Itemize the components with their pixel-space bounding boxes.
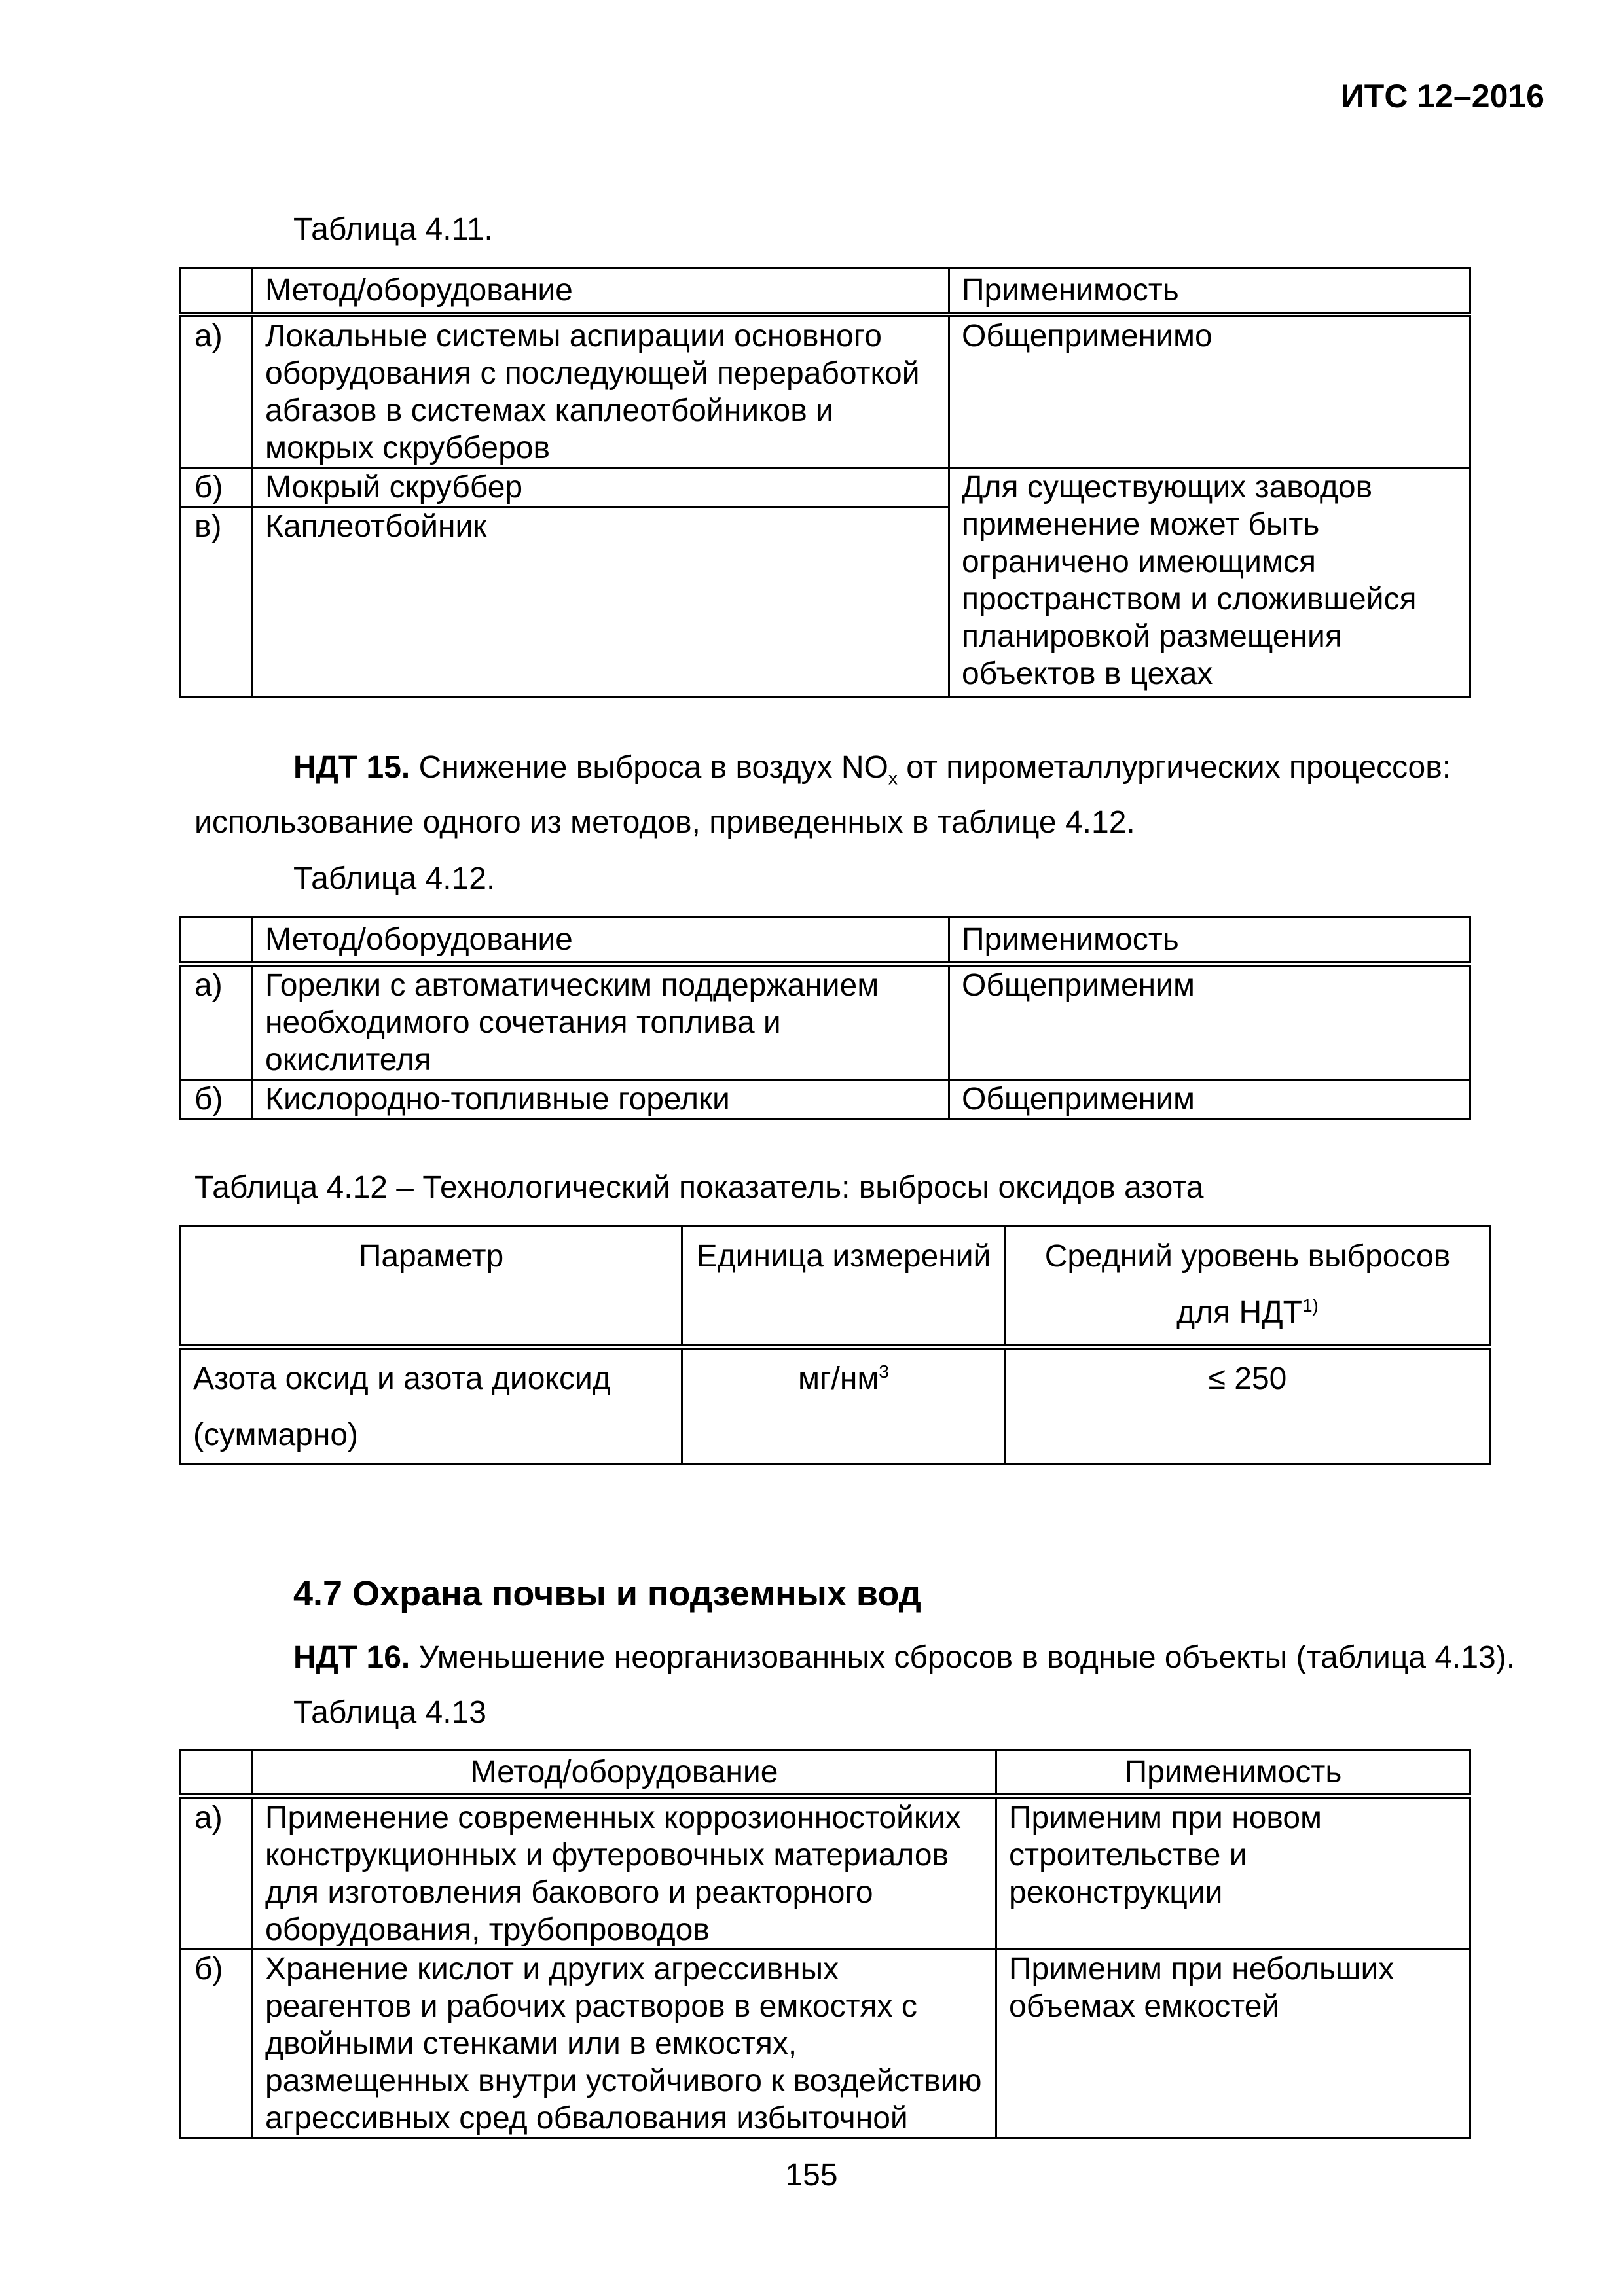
method-cell: Локальные системы аспирации основного оборудования с последующей переработкой абгазов в системах каплеотбойников и мокрых скрубберов bbox=[253, 315, 949, 468]
row-label: а) bbox=[181, 1797, 253, 1950]
table-4-11-caption: Таблица 4.11. bbox=[293, 212, 493, 247]
table-4-13-caption: Таблица 4.13 bbox=[293, 1695, 486, 1730]
ndt15-paragraph bbox=[293, 749, 1451, 787]
applicability-cell: Общеприменим bbox=[949, 1080, 1470, 1119]
footnote-marker: 1) bbox=[1302, 1295, 1319, 1316]
ndt15-text: Снижение выброса в воздух NO bbox=[410, 750, 888, 785]
table-row bbox=[181, 1950, 1470, 2138]
row-label: а) bbox=[181, 315, 253, 468]
ndt15-subscript: x bbox=[888, 768, 898, 789]
document-code-header: ИТС 12–2016 bbox=[1340, 78, 1544, 115]
table-4-12-caption: Таблица 4.12. bbox=[293, 861, 496, 896]
header-method: Метод/оборудование bbox=[253, 268, 949, 315]
method-cell: Горелки с автоматическим поддержанием необходимого сочетания топлива и окислителя bbox=[253, 964, 949, 1080]
header-applicability: Применимость bbox=[949, 918, 1470, 964]
table-4-13 bbox=[179, 1749, 1471, 2139]
header-cell-empty bbox=[181, 918, 253, 964]
method-cell: Каплеотбойник bbox=[253, 507, 949, 697]
parameter-cell: Азота оксид и азота диоксид (суммарно) bbox=[181, 1347, 682, 1465]
ndt15-label: НДТ 15. bbox=[293, 750, 410, 785]
ndt15-paragraph-line2: использование одного из методов, приведенных в таблице 4.12. bbox=[194, 805, 1135, 840]
header-unit: Единица измерений bbox=[682, 1227, 1006, 1347]
value-cell: ≤ 250 bbox=[1006, 1347, 1490, 1465]
ndt16-label: НДТ 16. bbox=[293, 1640, 410, 1675]
ndt16-text: Уменьшение неорганизованных сбросов в водные объекты (таблица 4.13). bbox=[410, 1640, 1516, 1675]
ndt15-text-cont: от пирометаллургических процессов: bbox=[897, 750, 1451, 785]
table-4-12 bbox=[179, 916, 1471, 1120]
table-row bbox=[181, 1347, 1490, 1465]
header-level bbox=[1006, 1227, 1490, 1347]
section-heading: 4.7 Охрана почвы и подземных вод bbox=[293, 1574, 921, 1613]
table-row bbox=[181, 964, 1470, 1080]
method-cell: Мокрый скруббер bbox=[253, 468, 949, 507]
row-label: б) bbox=[181, 1080, 253, 1119]
header-applicability: Применимость bbox=[949, 268, 1470, 315]
row-label: б) bbox=[181, 468, 253, 507]
header-method: Метод/оборудование bbox=[253, 918, 949, 964]
row-label: в) bbox=[181, 507, 253, 697]
header-parameter: Параметр bbox=[181, 1227, 682, 1347]
unit-superscript: 3 bbox=[879, 1361, 889, 1382]
applicability-cell: Для существующих заводов применение может быть ограничено имеющимся пространством и сложившейся планировкой размещения объектов в цехах bbox=[949, 468, 1470, 697]
header-method: Метод/оборудование bbox=[253, 1750, 996, 1797]
header-level-text: Средний уровень выбросов для НДТ bbox=[1044, 1239, 1451, 1330]
table-header-row bbox=[181, 1227, 1490, 1347]
unit-cell bbox=[682, 1347, 1006, 1465]
method-cell: Кислородно-топливные горелки bbox=[253, 1080, 949, 1119]
applicability-cell: Применим при небольших объемах емкостей bbox=[996, 1950, 1470, 2138]
applicability-cell: Общеприменимо bbox=[949, 315, 1470, 468]
table-row bbox=[181, 468, 1470, 507]
method-cell: Хранение кислот и других агрессивных реагентов и рабочих растворов в емкостях с двойными стенками или в емкостях, размещенных внутри устойчивого к воздействию агрессивных сред обвалования избыточной bbox=[253, 1950, 996, 2138]
table-row bbox=[181, 1797, 1470, 1950]
table-4-12-tech bbox=[179, 1225, 1491, 1465]
unit-text: мг/нм bbox=[798, 1361, 879, 1396]
table-4-11 bbox=[179, 267, 1471, 698]
table-row bbox=[181, 1080, 1470, 1119]
header-cell-empty bbox=[181, 1750, 253, 1797]
page-number: 155 bbox=[785, 2158, 838, 2193]
row-label: а) bbox=[181, 964, 253, 1080]
table-row bbox=[181, 315, 1470, 468]
table-4-12-tech-caption: Таблица 4.12 – Технологический показатель: выбросы оксидов азота bbox=[194, 1170, 1204, 1205]
applicability-cell: Применим при новом строительстве и реконструкции bbox=[996, 1797, 1470, 1950]
method-cell: Применение современных коррозионностойких конструкционных и футеровочных материалов для изготовления бакового и реакторного оборудования, трубопроводов bbox=[253, 1797, 996, 1950]
header-applicability: Применимость bbox=[996, 1750, 1470, 1797]
table-header-row bbox=[181, 918, 1470, 964]
table-header-row bbox=[181, 1750, 1470, 1797]
ndt16-paragraph bbox=[293, 1639, 1515, 1677]
applicability-cell: Общеприменим bbox=[949, 964, 1470, 1080]
table-header-row bbox=[181, 268, 1470, 315]
header-cell-empty bbox=[181, 268, 253, 315]
row-label: б) bbox=[181, 1950, 253, 2138]
